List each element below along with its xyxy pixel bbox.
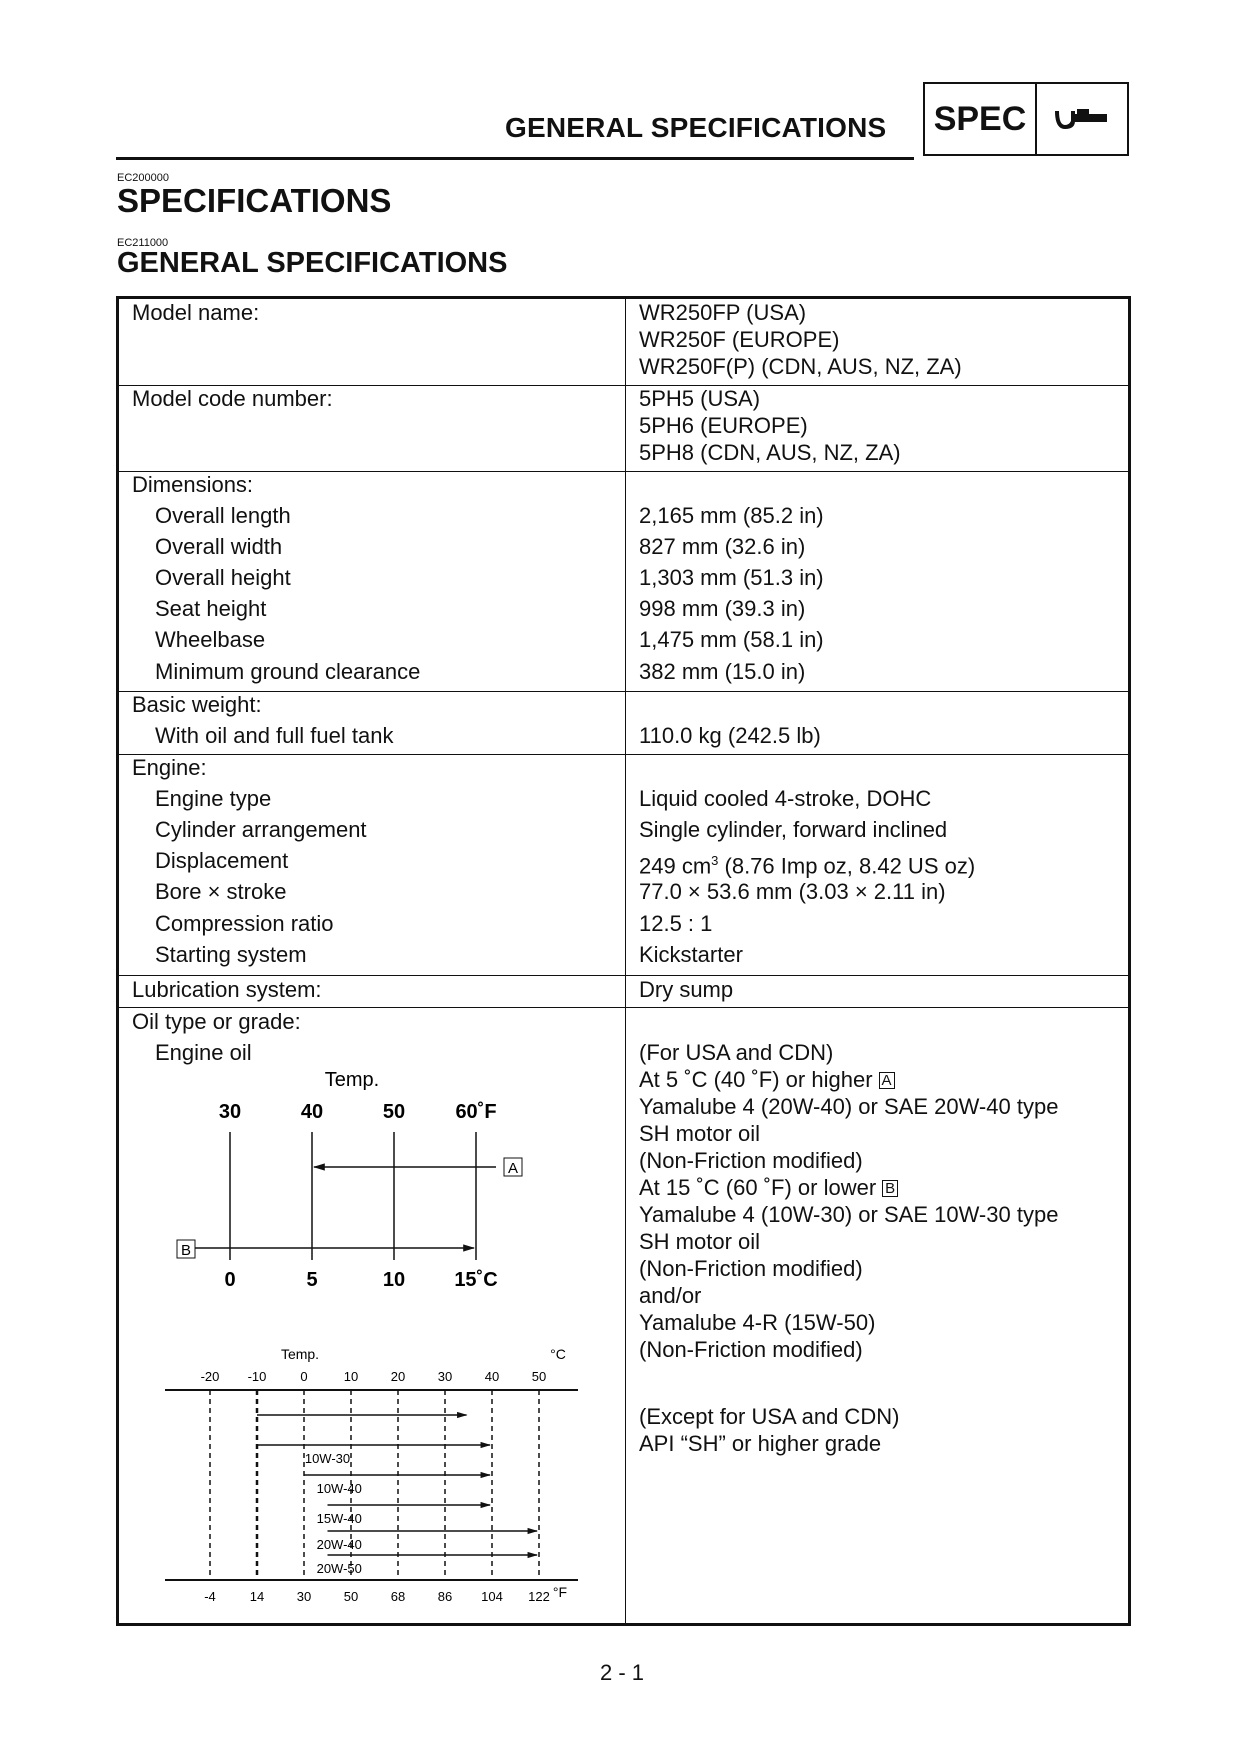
- dimension-value: 998 mm (39.3 in): [639, 596, 806, 621]
- c-tick-label: 5: [306, 1269, 318, 1291]
- f-tick-label: 30: [218, 1101, 242, 1123]
- dimensions-label: Dimensions:: [132, 472, 254, 497]
- row-divider: [119, 975, 1128, 976]
- f-tick-label: 60˚F: [455, 1101, 497, 1123]
- c-tick-label: 20: [390, 1369, 406, 1384]
- dimension-label: Minimum ground clearance: [155, 659, 421, 684]
- displacement-label: Displacement: [155, 848, 289, 873]
- header-rule: [116, 157, 914, 160]
- model-code-value: 5PH5 (USA): [639, 386, 761, 411]
- row-divider: [119, 471, 1128, 472]
- marker-a: A: [879, 1072, 895, 1089]
- subsection-title: GENERAL SPECIFICATIONS: [117, 247, 508, 279]
- engine-type-label: Engine type: [155, 786, 272, 811]
- c-tick-label: 50: [531, 1369, 547, 1384]
- displacement-value: 249 $cm^3$ (8.76 Imp oz, 8.42 US oz): [639, 853, 976, 879]
- f-tick-label: 50: [382, 1101, 406, 1123]
- temperature-chart-usa: [160, 1060, 540, 1300]
- oil-line: and/or: [639, 1283, 702, 1308]
- model-code-value: 5PH8 (CDN, AUS, NZ, ZA): [639, 440, 901, 465]
- starting-label: Starting system: [155, 942, 307, 967]
- oil-line: (Non-Friction modified): [639, 1256, 863, 1281]
- chart2-title: Temp.: [280, 1346, 320, 1362]
- compression-label: Compression ratio: [155, 911, 334, 936]
- oil-except-line: API “SH” or higher grade: [639, 1431, 882, 1456]
- spec-tab-label: SPEC: [925, 84, 1037, 154]
- weight-value: 110.0 kg (242.5 lb): [639, 723, 821, 748]
- c-tick-label: 0: [224, 1269, 236, 1291]
- f-tick-label: 86: [437, 1589, 453, 1604]
- engine-label: Engine:: [132, 755, 207, 780]
- dimension-label: Seat height: [155, 596, 267, 621]
- engine-oil-label: Engine oil: [155, 1040, 252, 1065]
- oil-line: Yamalube 4-R (15W-50): [639, 1310, 876, 1335]
- column-divider: [625, 299, 626, 1623]
- dimension-value: 827 mm (32.6 in): [639, 534, 806, 559]
- header-title: GENERAL SPECIFICATIONS: [505, 112, 887, 143]
- f-tick-label: 68: [390, 1589, 406, 1604]
- c-tick-label: -10: [247, 1369, 267, 1384]
- dimension-value: 1,475 mm (58.1 in): [639, 627, 824, 652]
- engine-type-value: Liquid cooled 4-stroke, DOHC: [639, 786, 932, 811]
- viscosity-chart: [160, 1345, 580, 1615]
- chart2-unit-top: °C: [550, 1346, 566, 1362]
- weight-label: With oil and full fuel tank: [155, 723, 394, 748]
- dimension-value: 1,303 mm (51.3 in): [639, 565, 824, 590]
- compression-value: 12.5 : 1: [639, 911, 713, 936]
- dimension-label: Overall length: [155, 503, 291, 528]
- oil-line: At 5 ˚C (40 ˚F) or higher A: [639, 1067, 895, 1093]
- oil-line: SH motor oil: [639, 1121, 761, 1146]
- chart2-unit-bottom: °F: [552, 1584, 568, 1600]
- oil-line: Yamalube 4 (10W-30) or SAE 10W-30 type: [639, 1202, 1059, 1227]
- f-tick-label: 50: [343, 1589, 359, 1604]
- oil-line: (Non-Friction modified): [639, 1148, 863, 1173]
- subsection-code: EC211000: [117, 237, 169, 249]
- lubrication-value: Dry sump: [639, 977, 734, 1002]
- model-code-value: 5PH6 (EUROPE): [639, 413, 808, 438]
- oil-line: SH motor oil: [639, 1229, 761, 1254]
- marker-b: B: [882, 1180, 898, 1197]
- c-tick-label: -20: [200, 1369, 220, 1384]
- f-tick-label: 30: [296, 1589, 312, 1604]
- oil-label: Oil type or grade:: [132, 1009, 301, 1034]
- page-number: 2 - 1: [600, 1660, 645, 1685]
- dimension-label: Overall width: [155, 534, 283, 559]
- section-code: EC200000: [117, 172, 169, 184]
- model-name-label: Model name:: [132, 300, 260, 325]
- c-tick-label: 10: [382, 1269, 406, 1291]
- viscosity-label: 15W-40: [316, 1511, 362, 1526]
- dimension-value: 382 mm (15.0 in): [639, 659, 806, 684]
- model-name-value: WR250FP (USA): [639, 300, 807, 325]
- oil-line: (For USA and CDN): [639, 1040, 834, 1065]
- c-tick-label: 10: [343, 1369, 359, 1384]
- dimension-label: Wheelbase: [155, 627, 266, 652]
- oil-line: (Non-Friction modified): [639, 1337, 863, 1362]
- model-name-value: WR250F (EUROPE): [639, 327, 840, 352]
- row-divider: [119, 1007, 1128, 1008]
- cylinder-value: Single cylinder, forward inclined: [639, 817, 948, 842]
- f-tick-label: 14: [249, 1589, 265, 1604]
- lubrication-label: Lubrication system:: [132, 977, 322, 1002]
- oil-except-line: (Except for USA and CDN): [639, 1404, 900, 1429]
- section-title: SPECIFICATIONS: [117, 182, 392, 219]
- viscosity-label: 20W-50: [316, 1561, 362, 1576]
- wrench-icon: [1037, 84, 1127, 154]
- spec-tab: [923, 82, 1129, 156]
- row-divider: [119, 754, 1128, 755]
- viscosity-label: 10W-30: [304, 1451, 351, 1466]
- c-tick-label: 40: [484, 1369, 500, 1384]
- f-tick-label: 104: [481, 1589, 503, 1604]
- f-tick-label: 122: [528, 1589, 550, 1604]
- basic-weight-label: Basic weight:: [132, 692, 262, 717]
- oil-line: At 15 ˚C (60 ˚F) or lower B: [639, 1175, 898, 1201]
- f-tick-label: 40: [300, 1101, 324, 1123]
- dimension-value: 2,165 mm (85.2 in): [639, 503, 824, 528]
- c-tick-label: 0: [300, 1369, 308, 1384]
- c-tick-label: 30: [437, 1369, 453, 1384]
- bore-stroke-value: 77.0 × 53.6 mm (3.03 × 2.11 in): [639, 879, 946, 904]
- chart1-title: Temp.: [324, 1069, 380, 1091]
- marker-a-label: A: [507, 1160, 519, 1177]
- cylinder-label: Cylinder arrangement: [155, 817, 367, 842]
- oil-line: Yamalube 4 (20W-40) or SAE 20W-40 type: [639, 1094, 1059, 1119]
- viscosity-label: 20W-40: [316, 1537, 362, 1552]
- bore-stroke-label: Bore × stroke: [155, 879, 287, 904]
- f-tick-label: -4: [204, 1589, 216, 1604]
- marker-b-label: B: [180, 1242, 192, 1259]
- model-code-label: Model code number:: [132, 386, 333, 411]
- row-divider: [119, 691, 1128, 692]
- c-tick-label: 15˚C: [454, 1269, 498, 1291]
- viscosity-label: 10W-40: [316, 1481, 362, 1496]
- dimension-label: Overall height: [155, 565, 291, 590]
- model-name-value: WR250F(P) (CDN, AUS, NZ, ZA): [639, 354, 962, 379]
- starting-value: Kickstarter: [639, 942, 743, 967]
